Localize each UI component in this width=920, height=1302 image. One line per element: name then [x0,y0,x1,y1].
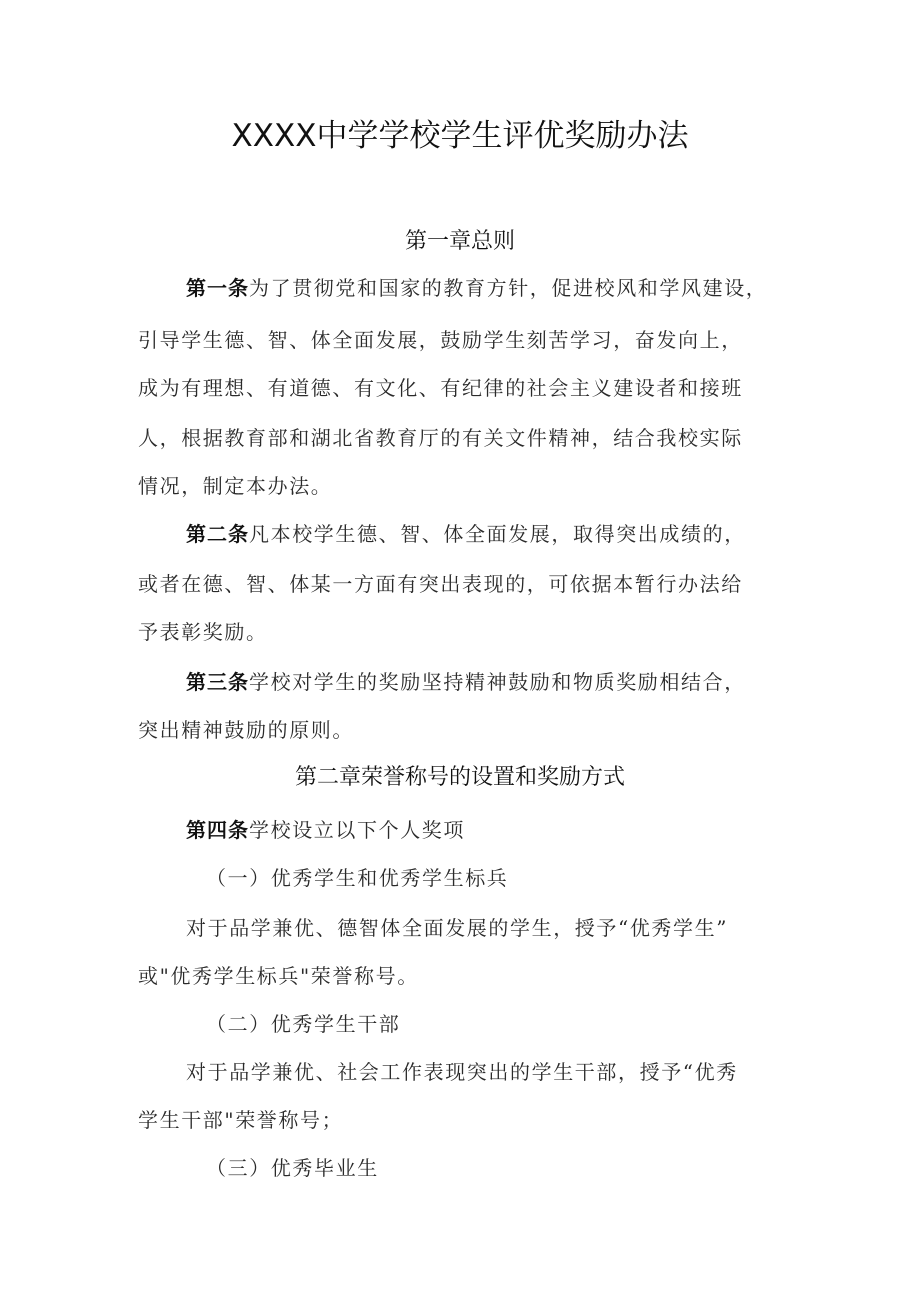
article-3-term: 第三条 [186,670,249,694]
item-1-line-2: 或"优秀学生标兵"荣誉称号。 [138,964,419,988]
article-3-line-1 [186,664,866,700]
item-2-line-1: 对于品学兼优、社会工作表现突出的学生干部，授予“优秀 [186,1060,738,1084]
article-4-term: 第四条 [186,818,249,842]
item-1-title: （一）优秀学生和优秀学生标兵 [206,866,509,890]
item-2-line-2: 学生干部"荣誉称号； [138,1108,344,1132]
article-1-line-2: 引导学生德、智、体全面发展，鼓励学生刻苦学习，奋发向上， [138,328,743,352]
article-1-line-3: 成为有理想、有道德、有文化、有纪律的社会主义建设者和接班 [138,376,743,400]
chapter-1-heading: 第一章总则 [404,229,515,254]
article-1-line-4: 人，根据教育部和湖北省教育厅的有关文件精神，结合我校实际 [138,426,743,450]
chapter-2-heading: 第二章荣誉称号的设置和奖励方式 [294,765,625,790]
article-2-line-1 [186,516,866,552]
article-1-line-1 [186,270,866,306]
item-2-title: （二）优秀学生干部 [206,1012,401,1036]
article-1-term: 第一条 [186,276,249,300]
document-title: XXXX中学学校学生评优奖励办法 [231,118,689,154]
article-2-line-3: 予表彰奖励。 [138,620,268,644]
article-2-term: 第二条 [186,522,249,546]
article-4-text: 学校设立以下个人奖项 [249,818,465,842]
item-1-line-1: 对于品学兼优、德智体全面发展的学生，授予“优秀学生” [186,916,729,940]
article-3-text-1: 学校对学生的奖励坚持精神鼓励和物质奖励相结合， [249,670,746,694]
item-3-title: （三）优秀毕业生 [206,1156,379,1180]
article-1-text-1: 为了贯彻党和国家的教育方针，促进校风和学风建设， [249,276,768,300]
article-2-text-1: 凡本校学生德、智、体全面发展，取得突出成绩的， [249,522,746,546]
article-2-line-2: 或者在德、智、体某一方面有突出表现的，可依据本暂行办法给 [138,572,743,596]
article-1-line-5: 情况，制定本办法。 [138,474,333,498]
article-3-line-2: 突出精神鼓励的原则。 [138,718,354,742]
article-4-line [186,812,866,848]
